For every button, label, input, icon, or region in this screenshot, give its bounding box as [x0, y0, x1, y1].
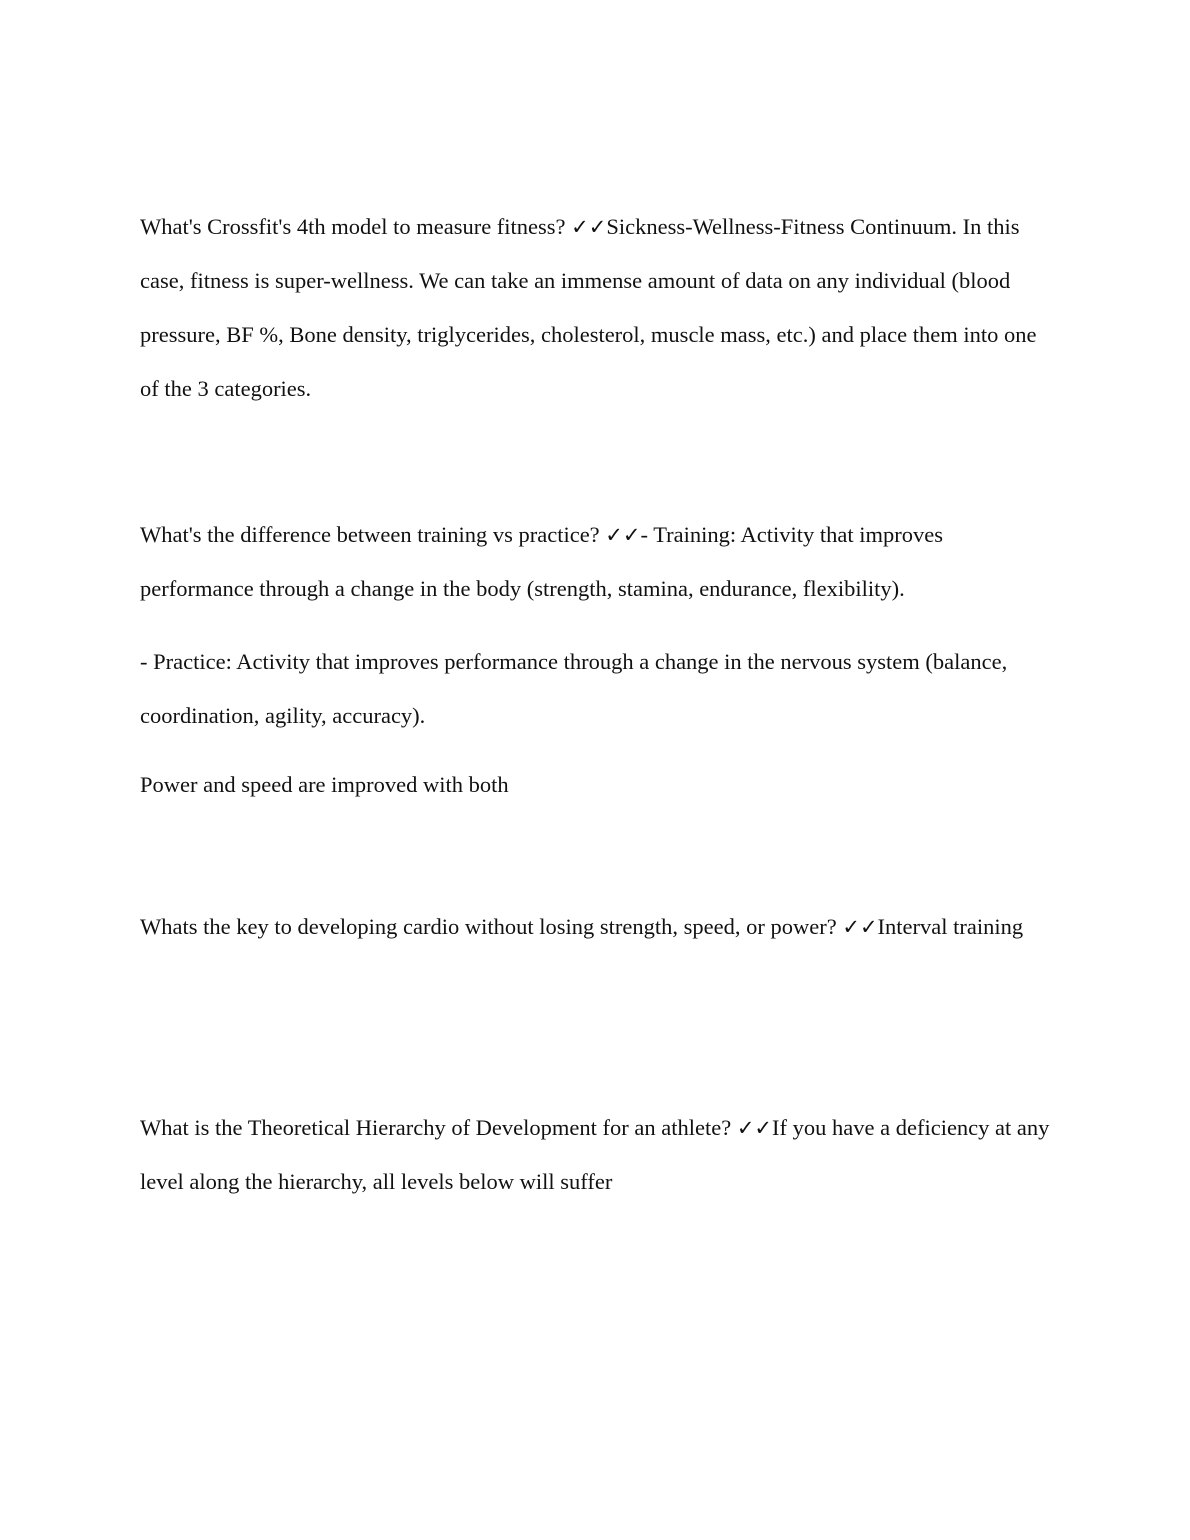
question-text: What is the Theoretical Hierarchy of Development for an athlete? — [140, 1115, 732, 1140]
qa-item-3 — [140, 900, 1060, 954]
qa-item-4 — [140, 1101, 1060, 1209]
answer-text: - Training: Activity that improves performance through a change in the body (strength, stamina, endurance, flexibility). — [140, 522, 943, 601]
answer-text: Interval training — [877, 914, 1024, 939]
qa-item-2 — [140, 508, 1060, 616]
qa-item-2-note — [140, 767, 1060, 803]
qa-item-1 — [140, 200, 1060, 416]
answer-text: Sickness-Wellness-Fitness Continuum. In this case, fitness is super-wellness. We can take an immense amount of data on any individual (blood pressure, BF %, Bone density, triglycerides, cholesterol, muscle mass, etc.) and place them into one of the 3 categories. — [140, 214, 1037, 401]
qa-item-2-practice — [140, 635, 1060, 743]
checkmark-icon: ✓✓ — [736, 1116, 773, 1140]
checkmark-icon: ✓✓ — [842, 915, 878, 939]
answer-text: Power and speed are improved with both — [140, 772, 509, 797]
question-text: What's the difference between training vs practice? — [140, 522, 600, 547]
question-text: What's Crossfit's 4th model to measure fitness? — [140, 214, 566, 239]
answer-text: If you have a deficiency at any level along the hierarchy, all levels below will suffer — [140, 1115, 1050, 1194]
checkmark-icon: ✓✓ — [571, 215, 607, 239]
answer-text: - Practice: Activity that improves performance through a change in the nervous system (balance, coordination, agility, accuracy). — [140, 649, 1008, 728]
question-text: Whats the key to developing cardio without losing strength, speed, or power? — [140, 914, 837, 939]
checkmark-icon: ✓✓ — [605, 523, 641, 547]
